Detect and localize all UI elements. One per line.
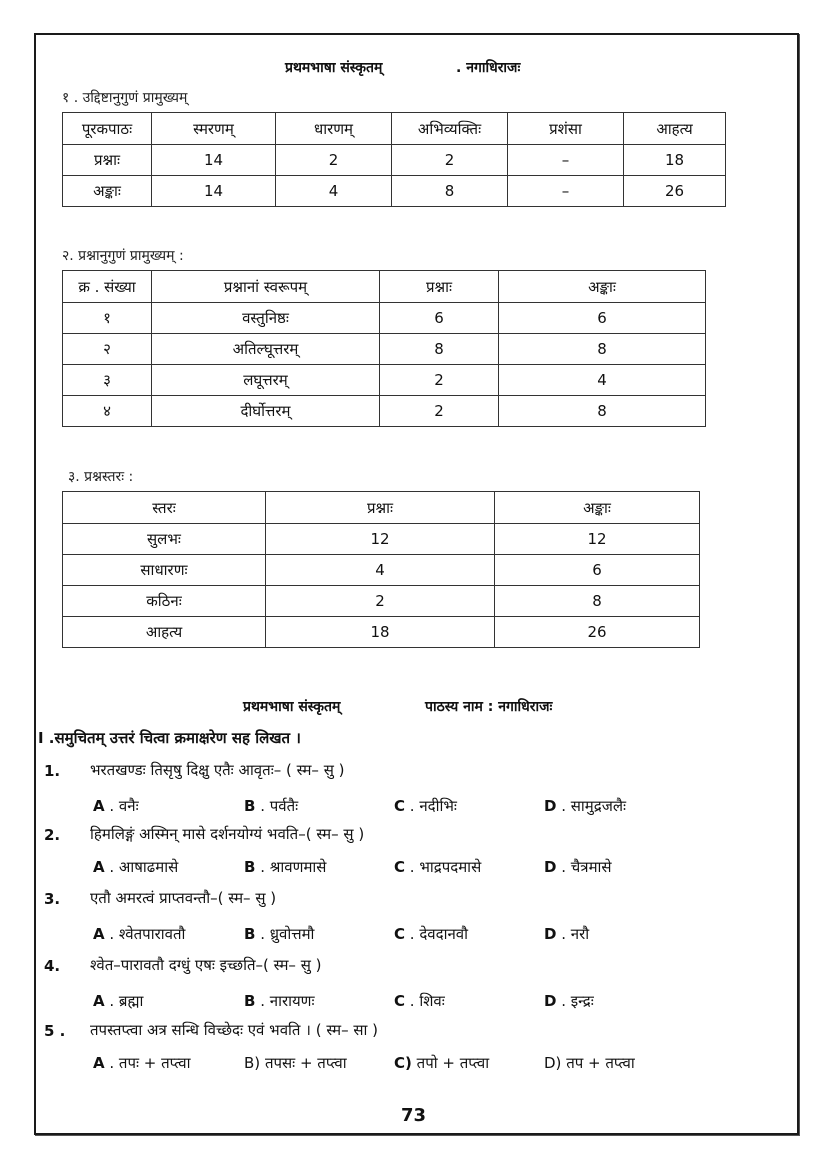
option-letter: D (544, 858, 557, 876)
table-cell: दीर्घोत्तरम् (152, 396, 380, 427)
table-cell: अङ्काः (63, 176, 152, 207)
table-cell: 8 (499, 334, 706, 365)
option-letter: A (93, 797, 105, 815)
option-c (394, 1053, 489, 1073)
question-text: एतौ अमरत्वं प्राप्तवन्तौ–( स्म– सु ) (90, 889, 277, 907)
option-d (544, 924, 589, 944)
option-a (93, 1053, 191, 1073)
table-cell: 18 (624, 145, 726, 176)
option-text: चैत्रमासे (570, 858, 612, 876)
table-cell: 2 (266, 586, 495, 617)
option-text: इन्द्रः (570, 992, 594, 1010)
table-cell: 2 (380, 396, 499, 427)
table-header-cell: स्तरः (63, 492, 266, 524)
option-letter: D (544, 925, 557, 943)
option-text: तपः + तप्त्वा (118, 1054, 191, 1072)
option-letter: A (93, 1054, 105, 1072)
table-cell: 12 (495, 524, 700, 555)
option-text: वनैः (118, 797, 139, 815)
table-cell: – (508, 176, 624, 207)
option-text: ध्रुवोत्तमौ (269, 925, 315, 943)
question-type-table (62, 270, 706, 427)
table-header-cell: अङ्काः (495, 492, 700, 524)
table-cell: 4 (266, 555, 495, 586)
option-text: सामुद्रजलैः (570, 797, 627, 815)
table-cell: 14 (152, 145, 276, 176)
table-cell: 6 (499, 303, 706, 334)
table-row (63, 334, 706, 365)
option-d (544, 796, 626, 816)
table-cell: 26 (495, 617, 700, 648)
option-c (394, 924, 468, 944)
option-text: ब्रह्मा (118, 992, 144, 1010)
option-d (544, 991, 594, 1011)
option-letter: C (394, 797, 406, 815)
weightage-objectives-table (62, 112, 726, 207)
table-cell: १ (63, 303, 152, 334)
option-b (244, 991, 315, 1011)
option-text: श्वेतपारावतौ (118, 925, 186, 943)
option-text: आषाढमासे (118, 858, 179, 876)
table-cell: 2 (276, 145, 392, 176)
table-cell: 12 (266, 524, 495, 555)
option-sep: . (104, 1054, 119, 1072)
table-cell: 26 (624, 176, 726, 207)
table-row (63, 303, 706, 334)
table-cell: २ (63, 334, 152, 365)
option-sep: . (405, 992, 420, 1010)
option-sep: . (556, 992, 571, 1010)
option-sep: . (405, 925, 420, 943)
table-cell: साधारणः (63, 555, 266, 586)
option-a (93, 991, 143, 1011)
table-cell: 4 (276, 176, 392, 207)
option-text: शिवः (419, 992, 445, 1010)
table-cell: वस्तुनिष्ठः (152, 303, 380, 334)
table-header-cell: स्मरणम् (152, 113, 276, 145)
option-letter: B (244, 797, 256, 815)
table-header-cell: क्र . संख्या (63, 271, 152, 303)
question-number: 4. (44, 957, 61, 975)
option-b (244, 924, 314, 944)
question-number: 1. (44, 762, 61, 780)
table-cell: 8 (495, 586, 700, 617)
table-row (63, 555, 700, 586)
option-letter: A (93, 858, 105, 876)
option-letter: C (394, 992, 406, 1010)
option-sep: . (405, 858, 420, 876)
table-cell: ४ (63, 396, 152, 427)
table-cell: 6 (495, 555, 700, 586)
section3-label: ३. प्रश्नस्तरः : (68, 469, 134, 485)
table-cell: कठिनः (63, 586, 266, 617)
option-letter: B (244, 925, 256, 943)
table-cell: 8 (392, 176, 508, 207)
table-cell: 6 (380, 303, 499, 334)
table-header-cell: प्रश्नाः (380, 271, 499, 303)
question-text: भरतखण्डः तिसृषु दिक्षु एतैः आवृतः– ( स्म– सु ) (90, 761, 345, 779)
option-c (394, 857, 481, 877)
table-cell: 14 (152, 176, 276, 207)
option-text: नारायणः (269, 992, 315, 1010)
question-text: हिमलिङ्गं अस्मिन् मासे दर्शनयोग्यं भवति–( स्म– सु ) (90, 825, 365, 843)
option-a (93, 924, 185, 944)
lesson-name: पाठस्य नाम : नगाधिराजः (425, 699, 553, 715)
option-a (93, 857, 178, 877)
table-row (63, 145, 726, 176)
option-letter: D (544, 797, 557, 815)
table-row (63, 396, 706, 427)
option-text: देवदानवौ (419, 925, 469, 943)
option-d (544, 1053, 635, 1073)
option-text: तपसः + तप्त्वा (264, 1054, 347, 1072)
table-cell: अतिल्घूत्तरम् (152, 334, 380, 365)
table-cell: सुलभः (63, 524, 266, 555)
table-cell: 4 (499, 365, 706, 396)
option-sep: . (255, 925, 270, 943)
option-text: नदीभिः (419, 797, 457, 815)
table-header-row (63, 271, 706, 303)
option-letter: B (244, 858, 256, 876)
option-letter: C (394, 858, 406, 876)
option-b (244, 1053, 347, 1073)
option-sep: . (104, 858, 119, 876)
option-sep: . (556, 797, 571, 815)
option-b (244, 796, 298, 816)
table-header-cell: आहत्य (624, 113, 726, 145)
option-sep: . (556, 858, 571, 876)
option-letter: A (93, 992, 105, 1010)
option-text: नरौ (570, 925, 590, 943)
question-text: श्वेत–पारावतौ दग्धुं एषः इच्छति–( स्म– सु ) (90, 956, 322, 974)
option-letter: B (244, 992, 256, 1010)
table-header-row (63, 492, 700, 524)
instruction: I .समुचितम् उत्तरं चित्वा क्रमाक्षरेण सह लिखत । (38, 729, 301, 747)
option-text: श्रावणमासे (269, 858, 327, 876)
option-text: तपो + तप्त्वा (416, 1054, 490, 1072)
option-text: भाद्रपदमासे (419, 858, 482, 876)
table-cell: लघूत्तरम् (152, 365, 380, 396)
table-row (63, 176, 726, 207)
table-cell: 18 (266, 617, 495, 648)
section1-label: १ . उद्दिष्टानुगुणं प्रामुख्यम् (62, 90, 188, 106)
option-sep: . (104, 992, 119, 1010)
option-letter: D) (544, 1054, 562, 1072)
table-row (63, 586, 700, 617)
table-header-cell: अभिव्यक्तिः (392, 113, 508, 145)
question-number: 3. (44, 890, 61, 908)
table-header-cell: प्रश्नाः (266, 492, 495, 524)
option-sep: . (556, 925, 571, 943)
table-row (63, 617, 700, 648)
table-cell: आहत्य (63, 617, 266, 648)
option-letter: C) (394, 1054, 412, 1072)
table-cell: 2 (392, 145, 508, 176)
option-b (244, 857, 326, 877)
table-row (63, 524, 700, 555)
option-letter: A (93, 925, 105, 943)
subject-title-2: प्रथमभाषा संस्कृतम् (243, 699, 341, 715)
option-text: पर्वतैः (269, 797, 299, 815)
table-header-row (63, 113, 726, 145)
option-sep: . (255, 797, 270, 815)
subject-title: प्रथमभाषा संस्कृतम् (285, 60, 383, 76)
question-text: तपस्तप्त्वा अत्र सन्धि विच्छेदः एवं भवति । ( स्म– सा ) (90, 1021, 379, 1039)
table-row (63, 365, 706, 396)
option-text: तप + तप्त्वा (566, 1054, 635, 1072)
option-letter: D (544, 992, 557, 1010)
table-cell: 8 (499, 396, 706, 427)
page-number: 73 (400, 1105, 427, 1126)
section2-label: २. प्रश्नानुगुणं प्रामुख्यम् : (62, 248, 184, 264)
difficulty-level-table (62, 491, 700, 648)
option-sep: . (255, 858, 270, 876)
table-header-cell: अङ्काः (499, 271, 706, 303)
table-cell: 2 (380, 365, 499, 396)
table-header-cell: धारणम् (276, 113, 392, 145)
table-cell: ३ (63, 365, 152, 396)
table-header-cell: पूरकपाठः (63, 113, 152, 145)
option-sep: . (104, 925, 119, 943)
option-d (544, 857, 612, 877)
table-cell: 8 (380, 334, 499, 365)
option-sep: . (405, 797, 420, 815)
table-cell: – (508, 145, 624, 176)
option-letter: C (394, 925, 406, 943)
lesson-title: . नगाधिराजः (456, 60, 521, 76)
option-c (394, 796, 457, 816)
question-number: 5 . (44, 1022, 66, 1040)
table-cell: प्रश्नाः (63, 145, 152, 176)
table-header-cell: प्रशंसा (508, 113, 624, 145)
option-a (93, 796, 139, 816)
option-sep: . (255, 992, 270, 1010)
option-letter: B) (244, 1054, 261, 1072)
option-c (394, 991, 445, 1011)
table-header-cell: प्रश्नानां स्वरूपम् (152, 271, 380, 303)
option-sep: . (104, 797, 119, 815)
question-number: 2. (44, 826, 61, 844)
